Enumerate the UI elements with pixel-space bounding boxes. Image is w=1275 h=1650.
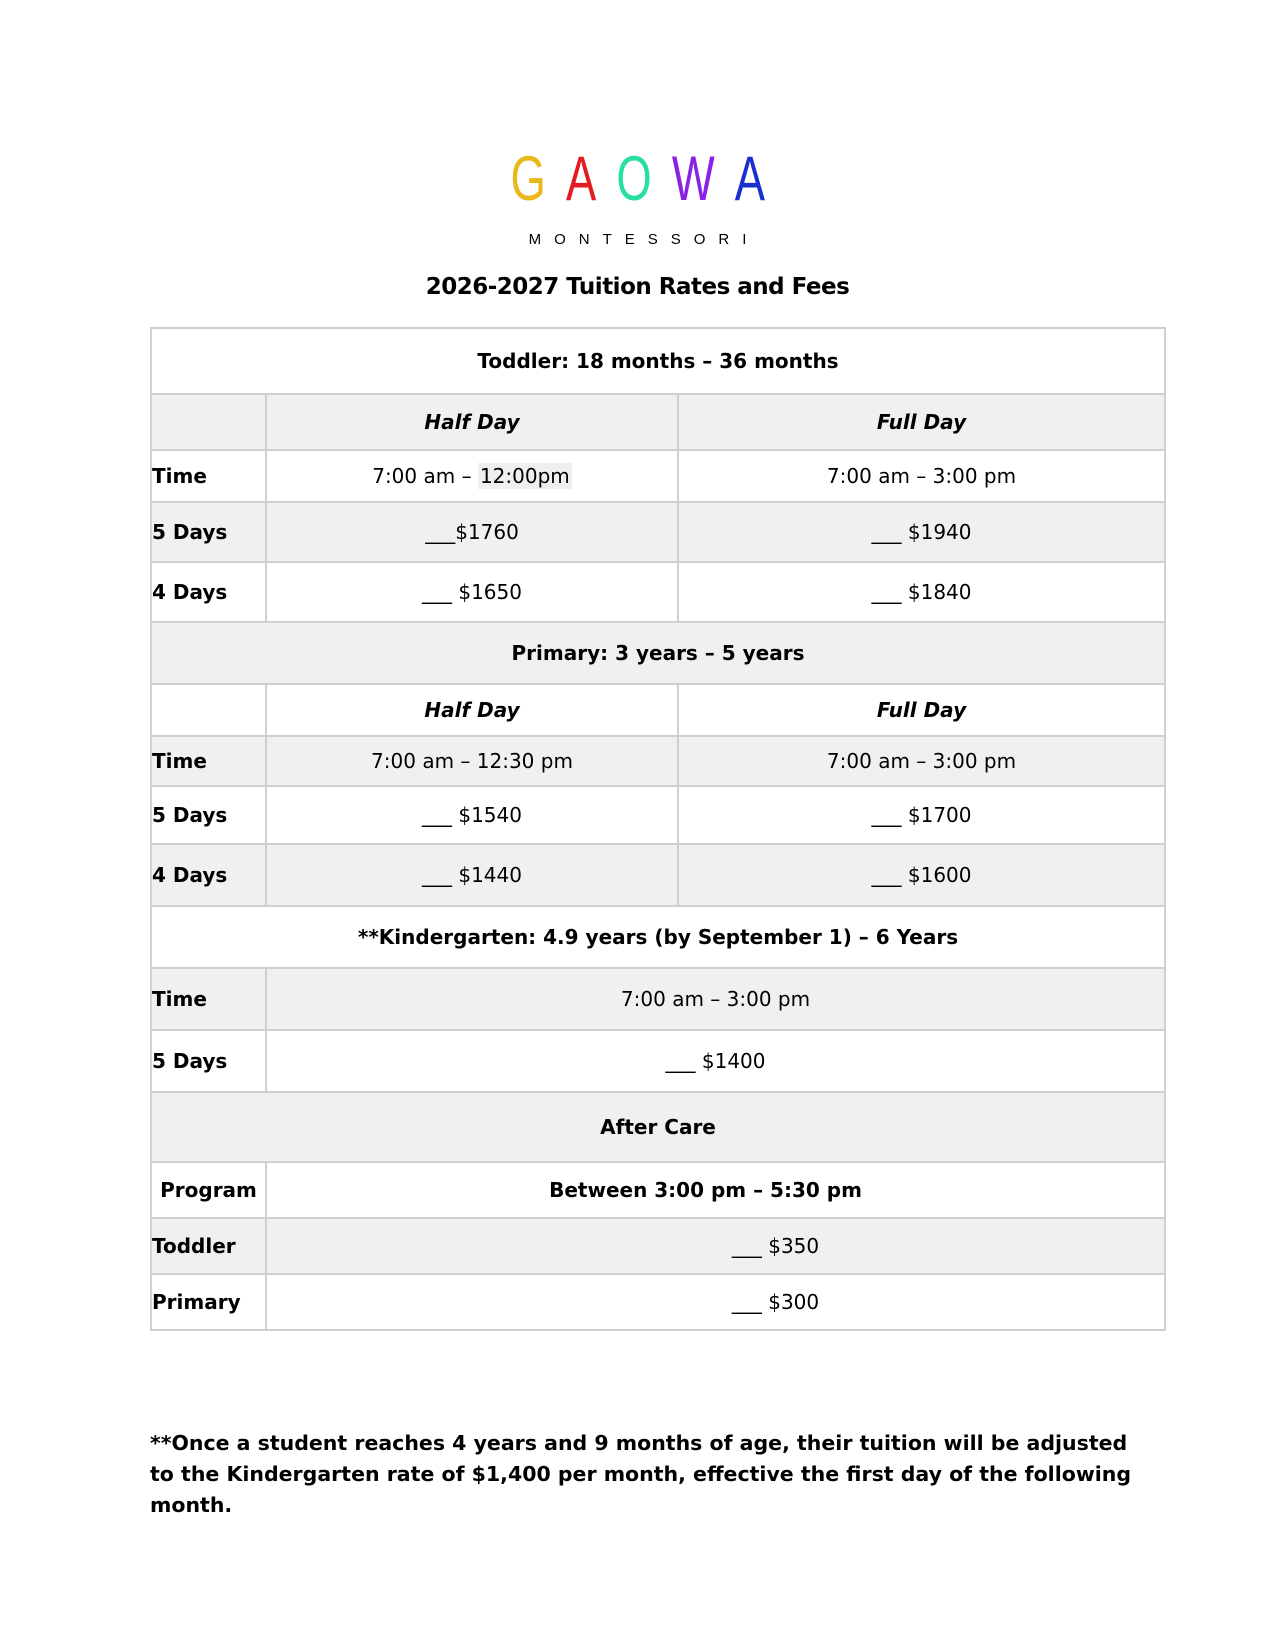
- kindergarten-5day-price: ___ $1400: [266, 1030, 1165, 1092]
- logo-letter: A: [734, 144, 765, 214]
- primary-5day-half-price: ___ $1540: [266, 786, 678, 844]
- row-label: 4 Days: [151, 844, 266, 906]
- primary-half-day-header: Half Day: [266, 684, 678, 736]
- toddler-5day-full-price: ___ $1940: [678, 502, 1165, 562]
- logo-letter: O: [616, 144, 652, 214]
- row-label: 5 Days: [151, 502, 266, 562]
- logo-subtitle: MONTESSORI: [528, 231, 760, 248]
- logo-letter: G: [510, 144, 546, 214]
- toddler-4day-half-price: ___ $1650: [266, 562, 678, 622]
- toddler-half-day-time: [266, 450, 678, 502]
- after-care-primary-price: ___ $300: [266, 1274, 1165, 1330]
- school-logo: [0, 144, 1275, 248]
- logo-wordmark: [510, 144, 765, 214]
- kindergarten-rate-footnote: **Once a student reaches 4 years and 9 months of age, their tuition will be adjusted to the Kindergarten rate of $1,400 per month, effective the first day of the following month.: [150, 1431, 1132, 1517]
- primary-section-heading: Primary: 3 years – 5 years: [151, 622, 1165, 684]
- primary-half-day-time: 7:00 am – 12:30 pm: [266, 736, 678, 786]
- toddler-4day-full-price: ___ $1840: [678, 562, 1165, 622]
- row-label: 5 Days: [151, 1030, 266, 1092]
- time-text-highlighted: 12:00pm: [479, 464, 570, 488]
- toddler-5day-half-price: ___$1760: [266, 502, 678, 562]
- primary-full-day-header: Full Day: [678, 684, 1165, 736]
- kindergarten-time: 7:00 am – 3:00 pm: [266, 968, 1165, 1030]
- primary-5day-full-price: ___ $1700: [678, 786, 1165, 844]
- logo-letter: A: [565, 144, 596, 214]
- after-care-program-hours: Between 3:00 pm – 5:30 pm: [266, 1162, 1165, 1218]
- primary-full-day-time: 7:00 am – 3:00 pm: [678, 736, 1165, 786]
- empty-cell: [151, 684, 266, 736]
- after-care-toddler-price: ___ $350: [266, 1218, 1165, 1274]
- time-text: 7:00 am –: [372, 464, 478, 488]
- toddler-half-day-header: Half Day: [266, 394, 678, 450]
- toddler-full-day-header: Full Day: [678, 394, 1165, 450]
- row-label: Toddler: [151, 1218, 266, 1274]
- logo-letter: W: [671, 144, 715, 214]
- empty-cell: [151, 394, 266, 450]
- document-title: 2026-2027 Tuition Rates and Fees: [425, 274, 850, 300]
- toddler-section-heading: Toddler: 18 months – 36 months: [151, 328, 1165, 394]
- row-label: 5 Days: [151, 786, 266, 844]
- tuition-table: [150, 327, 1166, 1331]
- after-care-section-heading: After Care: [151, 1092, 1165, 1162]
- kindergarten-section-heading: **Kindergarten: 4.9 years (by September 1) – 6 Years: [151, 906, 1165, 968]
- primary-4day-full-price: ___ $1600: [678, 844, 1165, 906]
- row-label: Primary: [151, 1274, 266, 1330]
- row-label: 4 Days: [151, 562, 266, 622]
- toddler-full-day-time: 7:00 am – 3:00 pm: [678, 450, 1165, 502]
- row-label: Program: [151, 1162, 266, 1218]
- row-label: Time: [151, 968, 266, 1030]
- row-label: Time: [151, 736, 266, 786]
- row-label: Time: [151, 450, 266, 502]
- primary-4day-half-price: ___ $1440: [266, 844, 678, 906]
